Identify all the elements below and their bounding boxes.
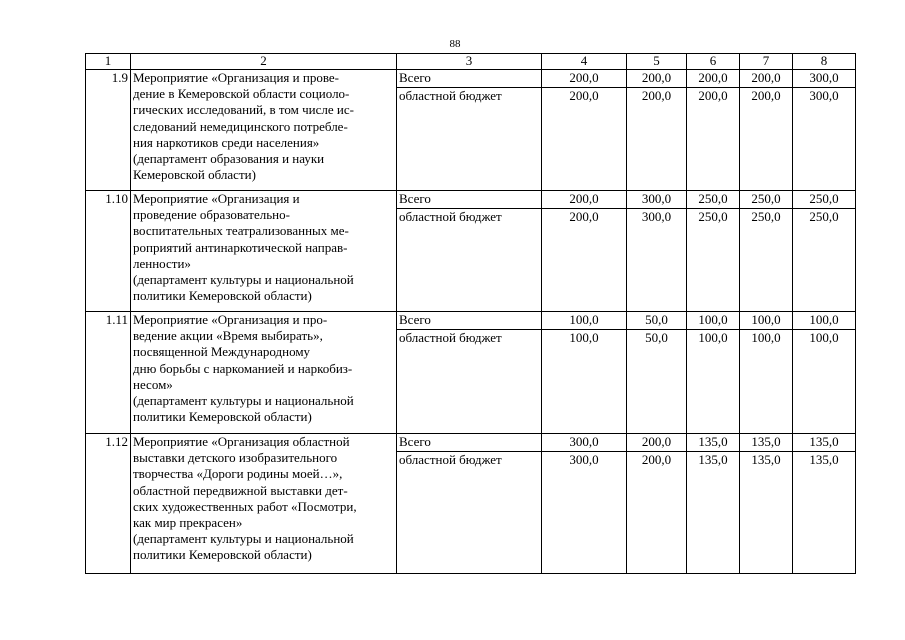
column-header: 3	[397, 54, 542, 70]
amount-cell: 250,0	[740, 191, 793, 209]
funding-source: Всего	[397, 70, 542, 88]
amount-cell: 250,0	[687, 209, 740, 312]
amount-cell: 300,0	[627, 209, 687, 312]
amount-cell: 100,0	[740, 312, 793, 330]
table-row	[86, 191, 856, 209]
amount-cell: 100,0	[793, 312, 856, 330]
amount-cell: 135,0	[793, 452, 856, 574]
amount-cell: 200,0	[542, 191, 627, 209]
funding-source: областной бюджет	[397, 209, 542, 312]
column-header: 5	[627, 54, 687, 70]
amount-cell: 200,0	[627, 88, 687, 191]
funding-source: областной бюджет	[397, 330, 542, 434]
item-number: 1.9	[86, 70, 131, 191]
amount-cell: 50,0	[627, 312, 687, 330]
amount-cell: 100,0	[687, 312, 740, 330]
amount-cell: 200,0	[627, 70, 687, 88]
amount-cell: 300,0	[542, 434, 627, 452]
amount-cell: 200,0	[542, 70, 627, 88]
amount-cell: 250,0	[740, 209, 793, 312]
amount-cell: 300,0	[793, 88, 856, 191]
amount-cell: 100,0	[687, 330, 740, 434]
funding-source: Всего	[397, 434, 542, 452]
amount-cell: 200,0	[740, 70, 793, 88]
item-description: Мероприятие «Организация и проведение образовательно- воспитательных театрализованных ме- роприятий антинаркотической направ- ленности» (департамент культуры и национальной политики Кемеровской области)	[131, 191, 397, 312]
item-number: 1.10	[86, 191, 131, 312]
amount-cell: 200,0	[687, 70, 740, 88]
budget-table	[85, 53, 856, 574]
amount-cell: 200,0	[687, 88, 740, 191]
page-number: 88	[449, 38, 461, 50]
amount-cell: 100,0	[793, 330, 856, 434]
item-number: 1.11	[86, 312, 131, 434]
amount-cell: 200,0	[627, 434, 687, 452]
column-header: 6	[687, 54, 740, 70]
table-row	[86, 312, 856, 330]
amount-cell: 100,0	[740, 330, 793, 434]
table-header-row	[86, 54, 856, 70]
amount-cell: 250,0	[687, 191, 740, 209]
amount-cell: 200,0	[627, 452, 687, 574]
amount-cell: 300,0	[542, 452, 627, 574]
amount-cell: 50,0	[627, 330, 687, 434]
amount-cell: 135,0	[740, 452, 793, 574]
table-row	[86, 434, 856, 452]
amount-cell: 250,0	[793, 191, 856, 209]
item-description: Мероприятие «Организация и прове- дение в Кемеровской области социоло- гических исследований, в том числе ис- следований немедицинского потребле- ния наркотиков среди населения» (департамент образования и науки Кемеровской области)	[131, 70, 397, 191]
column-header: 7	[740, 54, 793, 70]
column-header: 1	[86, 54, 131, 70]
amount-cell: 200,0	[542, 209, 627, 312]
amount-cell: 300,0	[627, 191, 687, 209]
amount-cell: 100,0	[542, 312, 627, 330]
amount-cell: 200,0	[542, 88, 627, 191]
item-number: 1.12	[86, 434, 131, 574]
amount-cell: 300,0	[793, 70, 856, 88]
funding-source: областной бюджет	[397, 452, 542, 574]
table-row	[86, 70, 856, 88]
amount-cell: 135,0	[687, 452, 740, 574]
amount-cell: 135,0	[687, 434, 740, 452]
funding-source: Всего	[397, 191, 542, 209]
column-header: 4	[542, 54, 627, 70]
item-description: Мероприятие «Организация областной выставки детского изобразительного творчества «Дороги родины моей…», областной передвижной выставки дет- ских художественных работ «Посмотри, как мир прекрасен» (департамент культуры и национальной политики Кемеровской области)	[131, 434, 397, 574]
amount-cell: 135,0	[740, 434, 793, 452]
funding-source: областной бюджет	[397, 88, 542, 191]
column-header: 8	[793, 54, 856, 70]
amount-cell: 135,0	[793, 434, 856, 452]
column-header: 2	[131, 54, 397, 70]
amount-cell: 250,0	[793, 209, 856, 312]
funding-source: Всего	[397, 312, 542, 330]
amount-cell: 100,0	[542, 330, 627, 434]
item-description: Мероприятие «Организация и про- ведение акции «Время выбирать», посвященной Международному дню борьбы с наркоманией и наркобиз- несом» (департамент культуры и национальной политики Кемеровской области)	[131, 312, 397, 434]
amount-cell: 200,0	[740, 88, 793, 191]
